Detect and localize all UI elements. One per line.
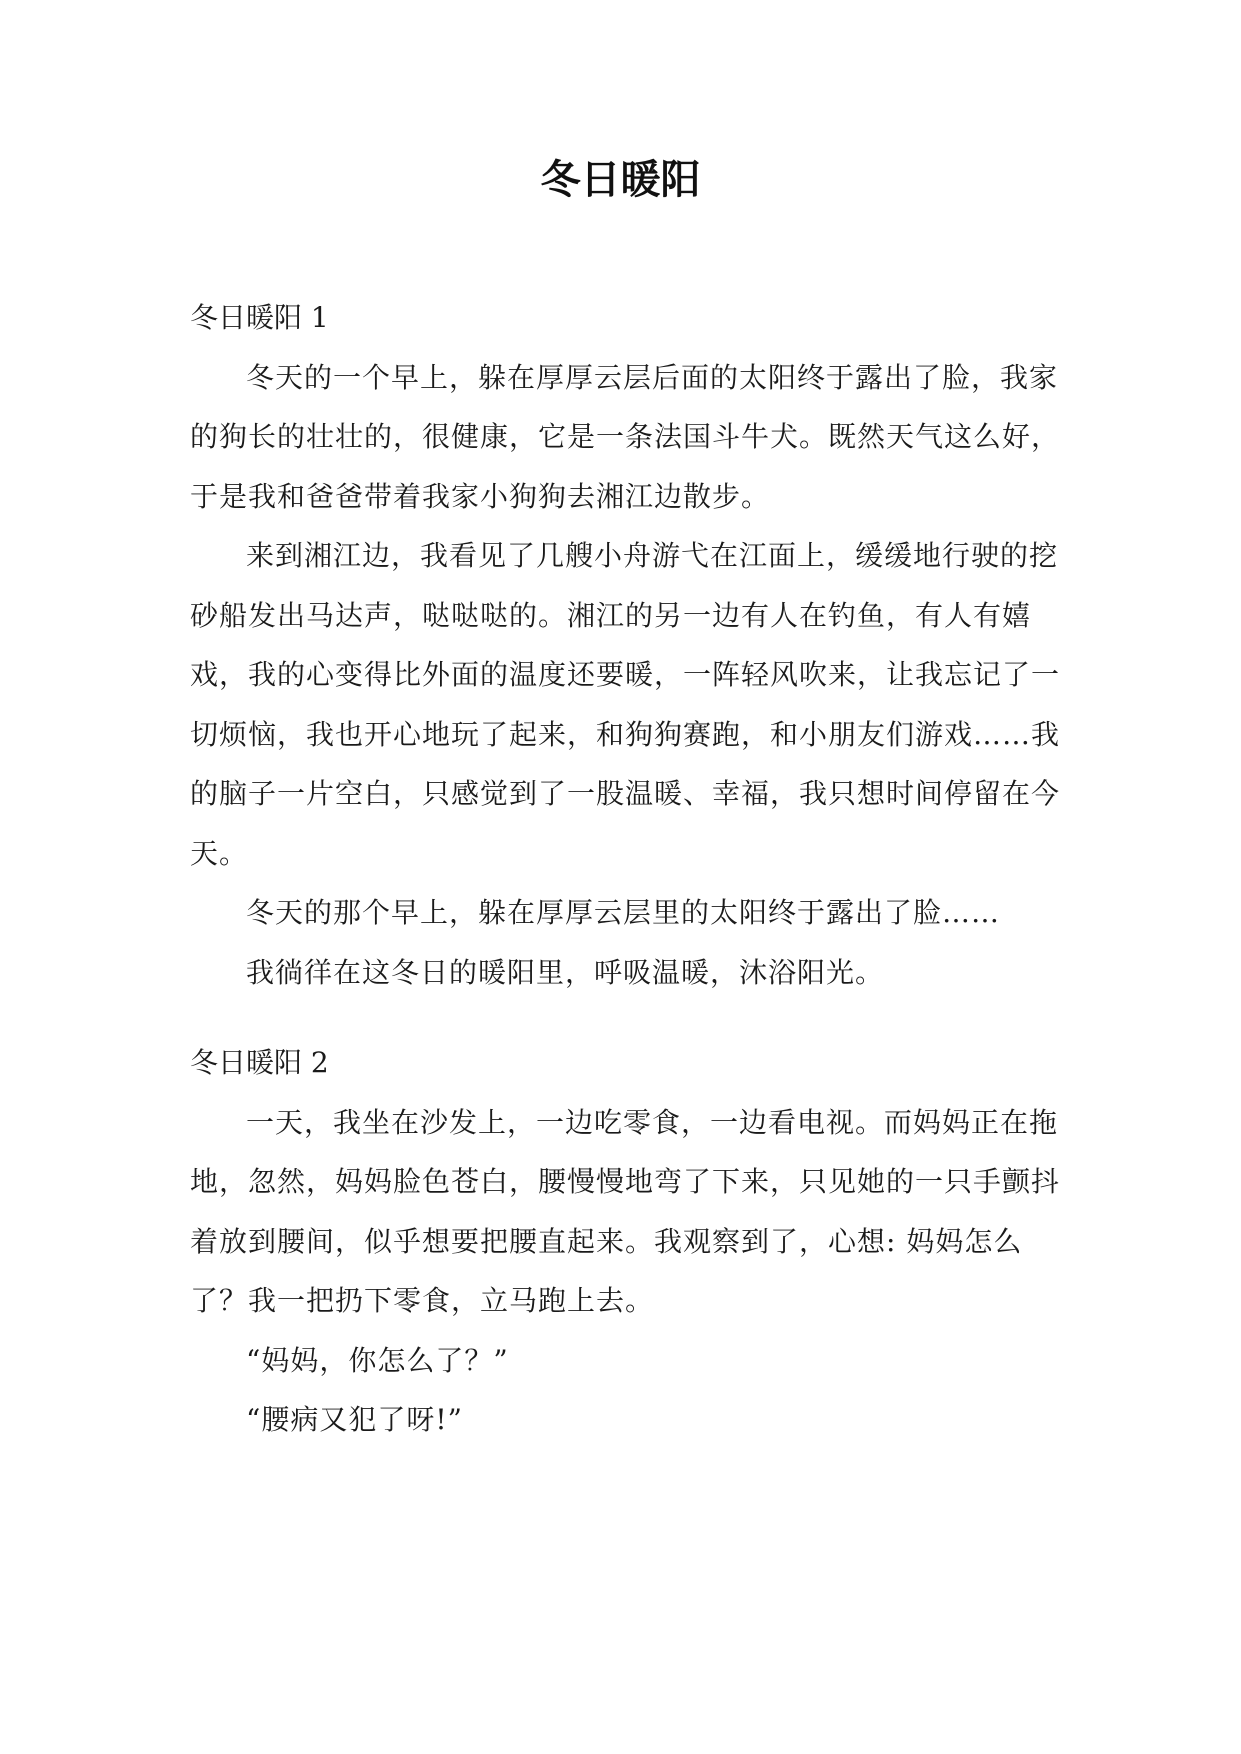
paragraph: 我徜徉在这冬日的暖阳里，呼吸温暖，沐浴阳光。 — [246, 955, 885, 989]
paragraph: 冬天的一个早上，躲在厚厚云层后面的太阳终于露出了脸，我家的狗长的壮壮的，很健康，它是一条法国斗牛犬。既然天气这么好，于是我和爸爸带着我家小狗狗去湘江边散步。 — [190, 360, 1061, 513]
section-heading: 冬日暖阳 2 — [190, 1046, 329, 1079]
paragraph: 一天，我坐在沙发上，一边吃零食，一边看电视。而妈妈正在拖地，忽然，妈妈脸色苍白，腰慢慢地弯了下来，只见她的一只手颤抖着放到腰间，似乎想要把腰直起来。我观察到了，心想: 妈妈怎么了？我一把扔下零食，立马跑上去。 — [190, 1105, 1061, 1317]
paragraph: 来到湘江边，我看见了几艘小舟游弋在江面上，缓缓地行驶的挖砂船发出马达声，哒哒哒的。湘江的另一边有人在钓鱼，有人有嬉戏，我的心变得比外面的温度还要暖，一阵轻风吹来，让我忘记了一切烦恼，我也开心地玩了起来，和狗狗赛跑，和小朋友们游戏……我的脑子一片空白，只感觉到了一股温暖、幸福，我只想时间停留在今天。 — [190, 539, 1061, 870]
paragraph: 冬天的那个早上，躲在厚厚云层里的太阳终于露出了脸…… — [246, 896, 1001, 929]
section-1 — [190, 288, 1070, 1002]
section-heading: 冬日暖阳 1 — [190, 301, 329, 334]
section-2 — [190, 1033, 1070, 1450]
dialogue-line: “妈妈，你怎么了？” — [246, 1343, 509, 1377]
document-title: 冬日暖阳 — [540, 157, 701, 203]
dialogue-line: “腰病又犯了呀!” — [246, 1403, 463, 1436]
section-gap — [190, 1002, 1070, 1033]
document-body — [190, 288, 1070, 1450]
